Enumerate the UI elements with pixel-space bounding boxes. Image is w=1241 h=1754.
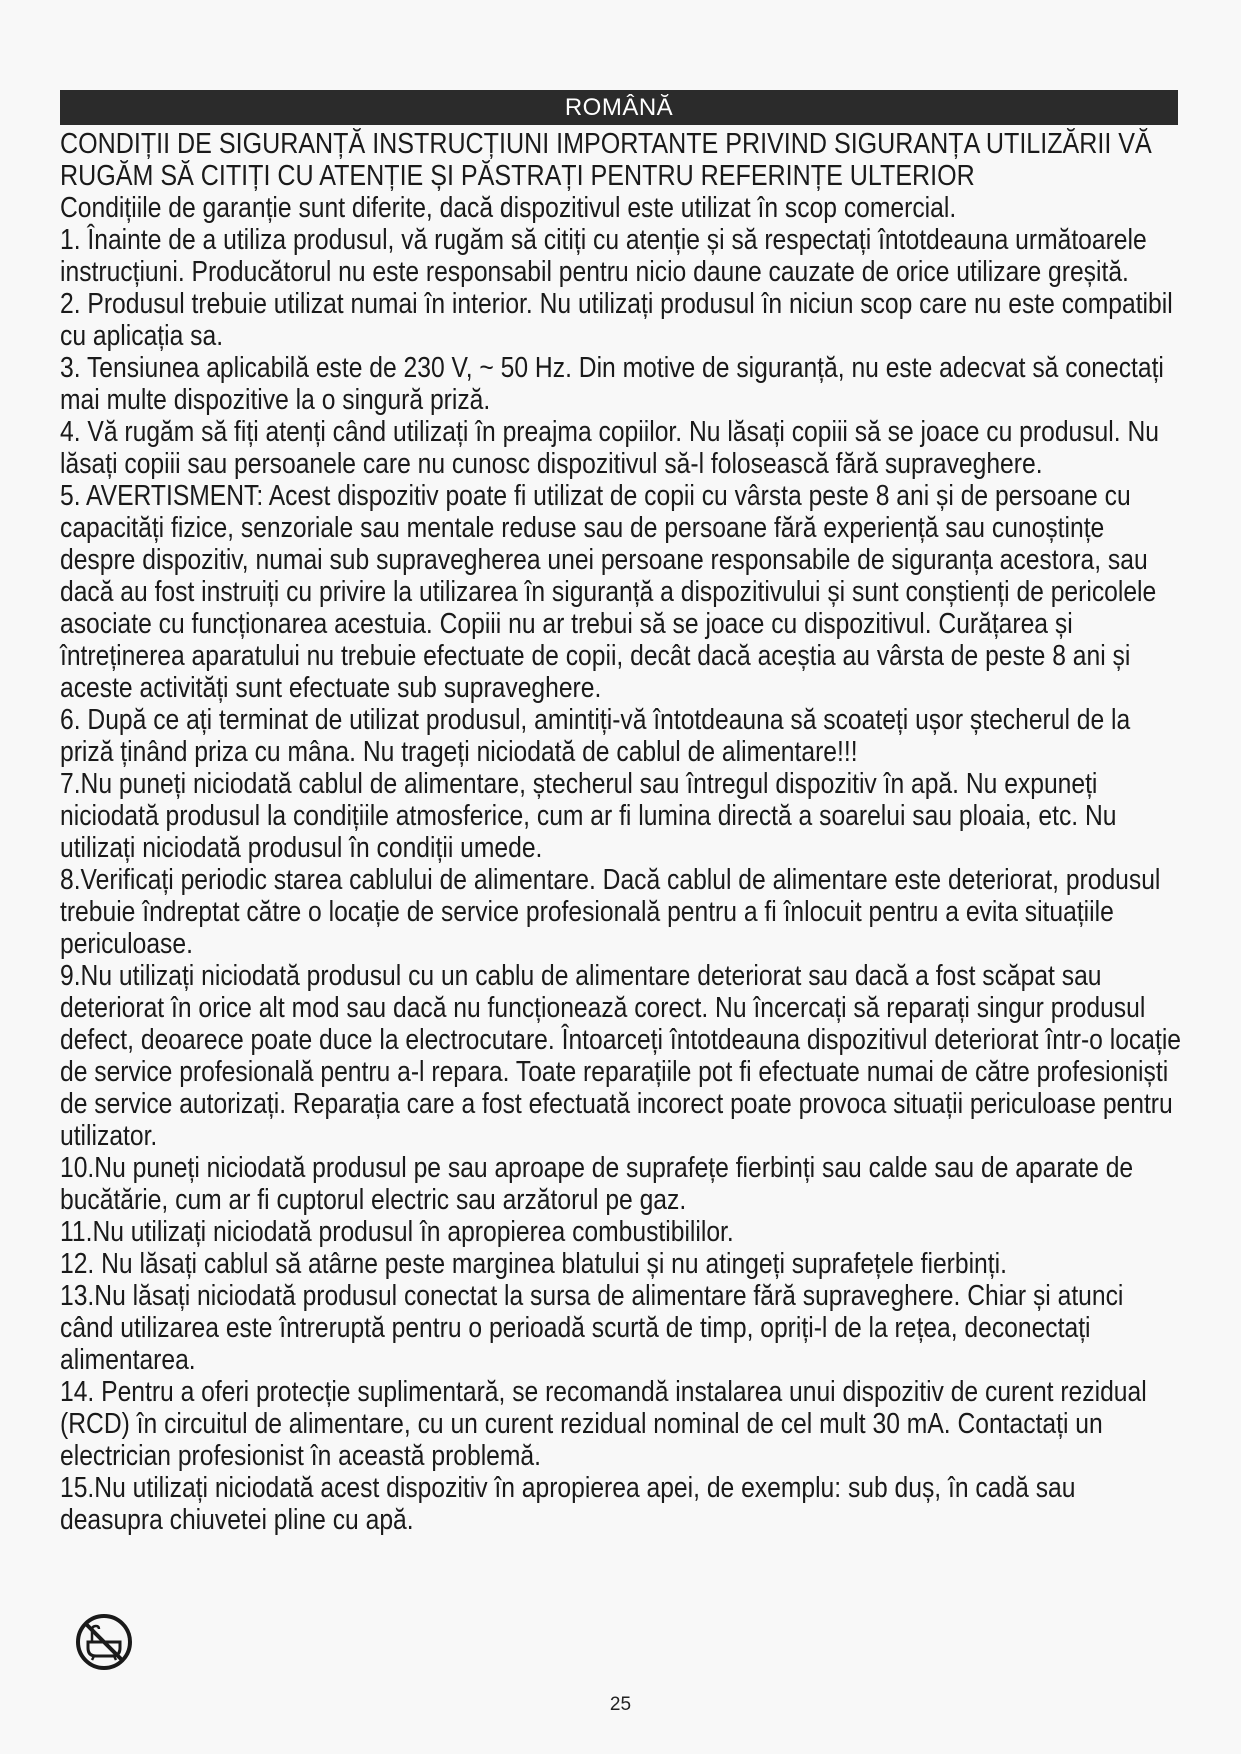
safety-text <box>60 128 1182 1536</box>
no-bathtub-icon <box>74 1612 134 1672</box>
list-item: 5. AVERTISMENT: Acest dispozitiv poate fi utilizat de copii cu vârsta peste 8 ani și de persoane cu capacități fizice, senzoriale sau mentale reduse sau de persoane fără experiență sau cunoștințe despre dispozitiv, numai sub supravegherea unei persoane responsabile de siguranța acestora, sau dacă au fost instruiți cu privire la utilizarea în siguranță a dispozitivului și sunt conștienți de pericolele asociate cu funcționarea acestuia. Copiii nu ar trebui să se joace cu dispozitivul. Curățarea și întreținerea aparatului nu trebuie efectuate de copii, decât dacă aceștia au vârsta de peste 8 ani și aceste activități sunt efectuate sub supraveghere. <box>60 480 1157 704</box>
list-item: 3. Tensiunea aplicabilă este de 230 V, ~ 50 Hz. Din motive de siguranță, nu este adecvat să conectați mai multe dispozitive la o singură priză. <box>60 352 1164 416</box>
list-item: 10.Nu puneți niciodată produsul pe sau aproape de suprafețe fierbinți sau calde sau de aparate de bucătărie, cum ar fi cuptorul electric sau arzătorul pe gaz. <box>60 1152 1134 1216</box>
list-item: 15.Nu utilizați niciodată acest dispozitiv în apropierea apei, de exemplu: sub duș, în cadă sau deasupra chiuvetei pline cu apă. <box>60 1472 1076 1536</box>
list-item: 11.Nu utilizați niciodată produsul în apropierea combustibililor. <box>60 1216 734 1248</box>
list-item: 1. Înainte de a utiliza produsul, vă rugăm să citiți cu atenție și să respectați întotdeauna următoarele instrucțiuni. Producătorul nu este responsabil pentru nicio daune cauzate de orice utilizare greșită. <box>60 224 1147 288</box>
list-item: 13.Nu lăsați niciodată produsul conectat la sursa de alimentare fără supraveghere. Chiar și atunci când utilizarea este întreruptă pentru o perioadă scurtă de timp, opriți-l de la rețea, deconectați alimentarea. <box>60 1280 1124 1376</box>
list-item: 7.Nu puneți niciodată cablul de alimentare, ștecherul sau întregul dispozitiv în apă. Nu expuneți niciodată produsul la condițiile atmosferice, cum ar fi lumina directă a soarelui sau ploaia, etc. Nu utilizați niciodată produsul în condiții umede. <box>60 768 1117 864</box>
list-item: 4. Vă rugăm să fiți atenți când utilizați în preajma copiilor. Nu lăsați copiii să se joace cu produsul. Nu lăsați copiii sau persoanele care nu cunosc dispozitivul să-l folosească fără supraveghere. <box>60 416 1159 480</box>
language-header: ROMÂNĂ <box>60 90 1178 125</box>
page-title: CONDIȚII DE SIGURANȚĂ INSTRUCȚIUNI IMPORTANTE PRIVIND SIGURANȚA UTILIZĂRII VĂ RUGĂM SĂ CITIȚI CU ATENȚIE ȘI PĂSTRAȚI PENTRU REFERINȚE ULTERIOR <box>60 128 1152 192</box>
page-number: 25 <box>609 1694 632 1715</box>
list-item: 9.Nu utilizați niciodată produsul cu un cablu de alimentare deteriorat sau dacă a fost scăpat sau deteriorat în orice alt mod sau dacă nu funcționează corect. Nu încercați să reparați singur produsul defect, deoarece poate duce la electrocutare. Întoarceți întotdeauna dispozitivul deteriorat într-o locație de service profesională pentru a-l repara. Toate reparațiile pot fi efectuate numai de către profesioniști de service autorizați. Reparația care a fost efectuată incorect poate provoca situații periculoase pentru utilizator. <box>60 960 1182 1152</box>
list-item: 2. Produsul trebuie utilizat numai în interior. Nu utilizați produsul în niciun scop care nu este compatibil cu aplicația sa. <box>60 288 1173 352</box>
list-item: 12. Nu lăsați cablul să atârne peste marginea blatului și nu atingeți suprafețele fierbinți. <box>60 1248 1007 1280</box>
intro-paragraph: Condițiile de garanție sunt diferite, dacă dispozitivul este utilizat în scop comercial. <box>60 192 957 224</box>
list-item: 6. După ce ați terminat de utilizat produsul, amintiți-vă întotdeauna să scoateți ușor ștecherul de la priză ținând priza cu mâna. Nu trageți niciodată de cablul de alimentare!!! <box>60 704 1131 768</box>
list-item: 8.Verificați periodic starea cablului de alimentare. Dacă cablul de alimentare este deteriorat, produsul trebuie îndreptat către o locație de service profesională pentru a fi înlocuit pentru a evita situațiile periculoase. <box>60 864 1161 960</box>
list-item: 14. Pentru a oferi protecție suplimentară, se recomandă instalarea unui dispozitiv de curent rezidual (RCD) în circuitul de alimentare, cu un curent rezidual nominal de cel mult 30 mA. Contactați un electrician profesionist în această problemă. <box>60 1376 1147 1472</box>
